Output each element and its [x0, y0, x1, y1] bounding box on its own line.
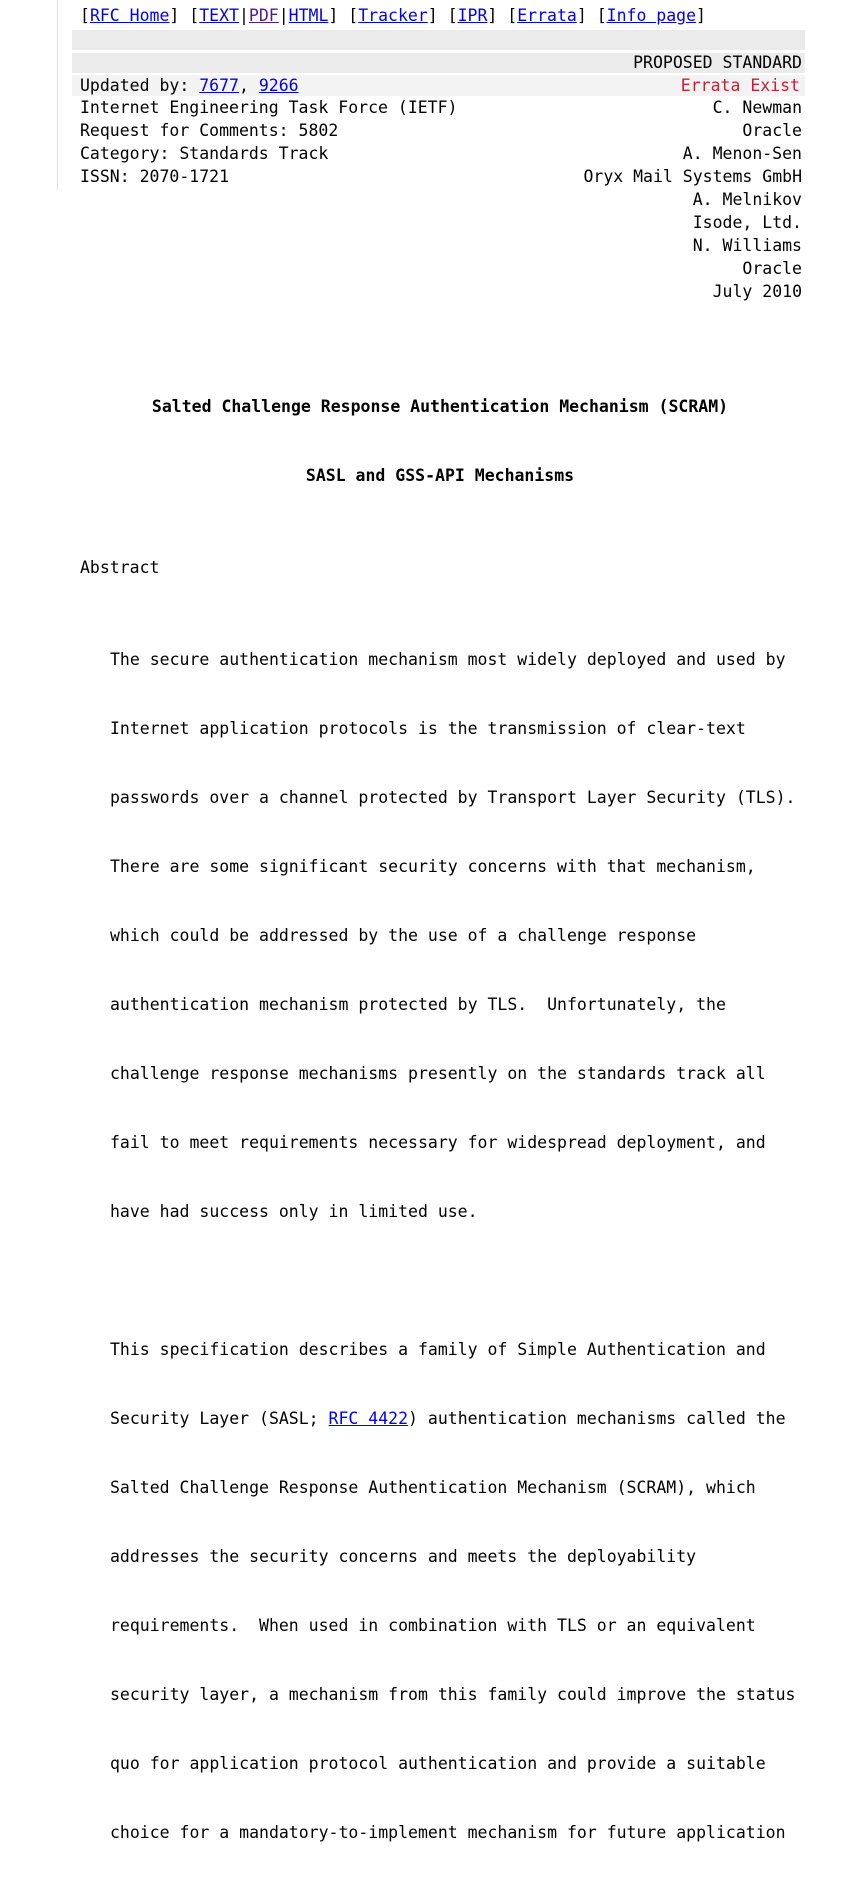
doc-header-right: July 2010 [712, 282, 802, 301]
status-label: PROPOSED STANDARD [633, 53, 802, 72]
document-title [80, 349, 800, 533]
left-border-line [57, 0, 58, 190]
text-line: security layer, a mechanism from this family could improve the status [110, 1685, 796, 1704]
nav-link-tracker[interactable]: Tracker [358, 6, 428, 25]
text-line: quo for application protocol authentication and provide a suitable [110, 1754, 766, 1773]
doc-header-right: Oryx Mail Systems GmbH [583, 167, 802, 186]
doc-header-right: N. Williams [692, 236, 802, 255]
doc-header-row [80, 280, 802, 303]
text-line: choice for a mandatory-to-implement mechanism for future application [110, 1823, 786, 1842]
doc-header-row [80, 257, 802, 280]
errata-exist-note: Errata Exist [680, 76, 800, 95]
nav-bracket: [ [80, 6, 90, 25]
nav-link-text[interactable]: TEXT [199, 6, 239, 25]
nav-bracket: [ [596, 6, 607, 25]
nav-link-errata[interactable]: Errata [517, 6, 577, 25]
nav-bracket: ] [576, 6, 597, 25]
text-line: Internet application protocols is the transmission of clear-text [110, 719, 746, 738]
doc-header-row [80, 234, 802, 257]
status-band-empty [72, 30, 805, 50]
rfc-4422-link[interactable]: RFC 4422 [328, 1409, 409, 1428]
doc-header-left: ISSN: 2070-1721 [80, 167, 230, 186]
doc-header-left: Request for Comments: 5802 [80, 121, 339, 140]
text-segment: Security Layer (SASL; [110, 1409, 329, 1428]
title-line2: SASL and GSS-API Mechanisms [305, 466, 575, 485]
nav-bracket: [ [189, 6, 200, 25]
text-segment: ) authentication mechanisms called the [408, 1409, 786, 1428]
doc-header-right: Isode, Ltd. [692, 213, 802, 232]
updated-by-group [80, 75, 299, 96]
updated-separator: , [238, 76, 259, 95]
abstract-paragraph-2 [110, 1292, 810, 1890]
text-line: which could be addressed by the use of a challenge response [110, 926, 697, 945]
doc-header-right: C. Newman [712, 98, 802, 117]
text-line: This specification describes a family of Simple Authentication and [110, 1340, 766, 1359]
nav-link-ipr[interactable]: IPR [457, 6, 488, 25]
nav-bracket: ] [696, 6, 706, 25]
text-line: The secure authentication mechanism most widely deployed and used by [110, 650, 786, 669]
text-line: Salted Challenge Response Authentication Mechanism (SCRAM), which [110, 1478, 756, 1497]
doc-header-left: Internet Engineering Task Force (IETF) [80, 98, 458, 117]
doc-header-right: A. Melnikov [692, 190, 802, 209]
updated-by-row [72, 75, 805, 96]
doc-header-block [80, 96, 802, 303]
nav-bracket: ] [169, 6, 190, 25]
doc-header-row [80, 96, 802, 119]
nav-bracket: [ [507, 6, 518, 25]
doc-header-row [80, 165, 802, 188]
nav-bracket: [ [447, 6, 458, 25]
doc-header-left: Category: Standards Track [80, 144, 329, 163]
updated-rfc-link-9266[interactable]: 9266 [258, 76, 299, 95]
rfc-nav-bar [80, 0, 858, 27]
doc-header-right: A. Menon-Sen [682, 144, 802, 163]
abstract-paragraph-1 [110, 602, 810, 1269]
text-line: passwords over a channel protected by Transport Layer Security (TLS). [110, 788, 796, 807]
text-line: challenge response mechanisms presently on the standards track all [110, 1064, 766, 1083]
text-line: fail to meet requirements necessary for widespread deployment, and [110, 1133, 766, 1152]
text-line-with-link [110, 1407, 810, 1430]
nav-bracket: ] [427, 6, 448, 25]
doc-header-row [80, 142, 802, 165]
nav-pipe-separator: | [238, 6, 249, 25]
text-line: have had success only in limited use. [110, 1202, 478, 1221]
abstract-heading: Abstract [80, 558, 160, 577]
text-line: authentication mechanism protected by TLS. Unfortunately, the [110, 995, 726, 1014]
updated-by-label: Updated by: [80, 76, 200, 95]
nav-bracket: [ [348, 6, 359, 25]
nav-pipe-separator: | [278, 6, 289, 25]
nav-link-info-page[interactable]: Info page [606, 6, 697, 25]
doc-header-right: Oracle [742, 121, 802, 140]
nav-link-html[interactable]: HTML [288, 6, 329, 25]
doc-header-right: Oracle [742, 259, 802, 278]
title-line1: Salted Challenge Response Authentication Mechanism (SCRAM) [151, 397, 729, 416]
updated-rfc-link-7677[interactable]: 7677 [199, 76, 239, 95]
nav-link-pdf[interactable]: PDF [248, 6, 279, 25]
nav-link-rfc-home[interactable]: RFC Home [89, 6, 170, 25]
doc-header-row [80, 188, 802, 211]
text-line: addresses the security concerns and meets the deployability [110, 1547, 697, 1566]
status-band [72, 53, 805, 73]
nav-bracket: ] [328, 6, 349, 25]
text-line: There are some significant security concerns with that mechanism, [110, 857, 756, 876]
text-line: requirements. When used in combination with TLS or an equivalent [110, 1616, 756, 1635]
doc-header-row [80, 119, 802, 142]
nav-bracket: ] [487, 6, 508, 25]
doc-header-row [80, 211, 802, 234]
